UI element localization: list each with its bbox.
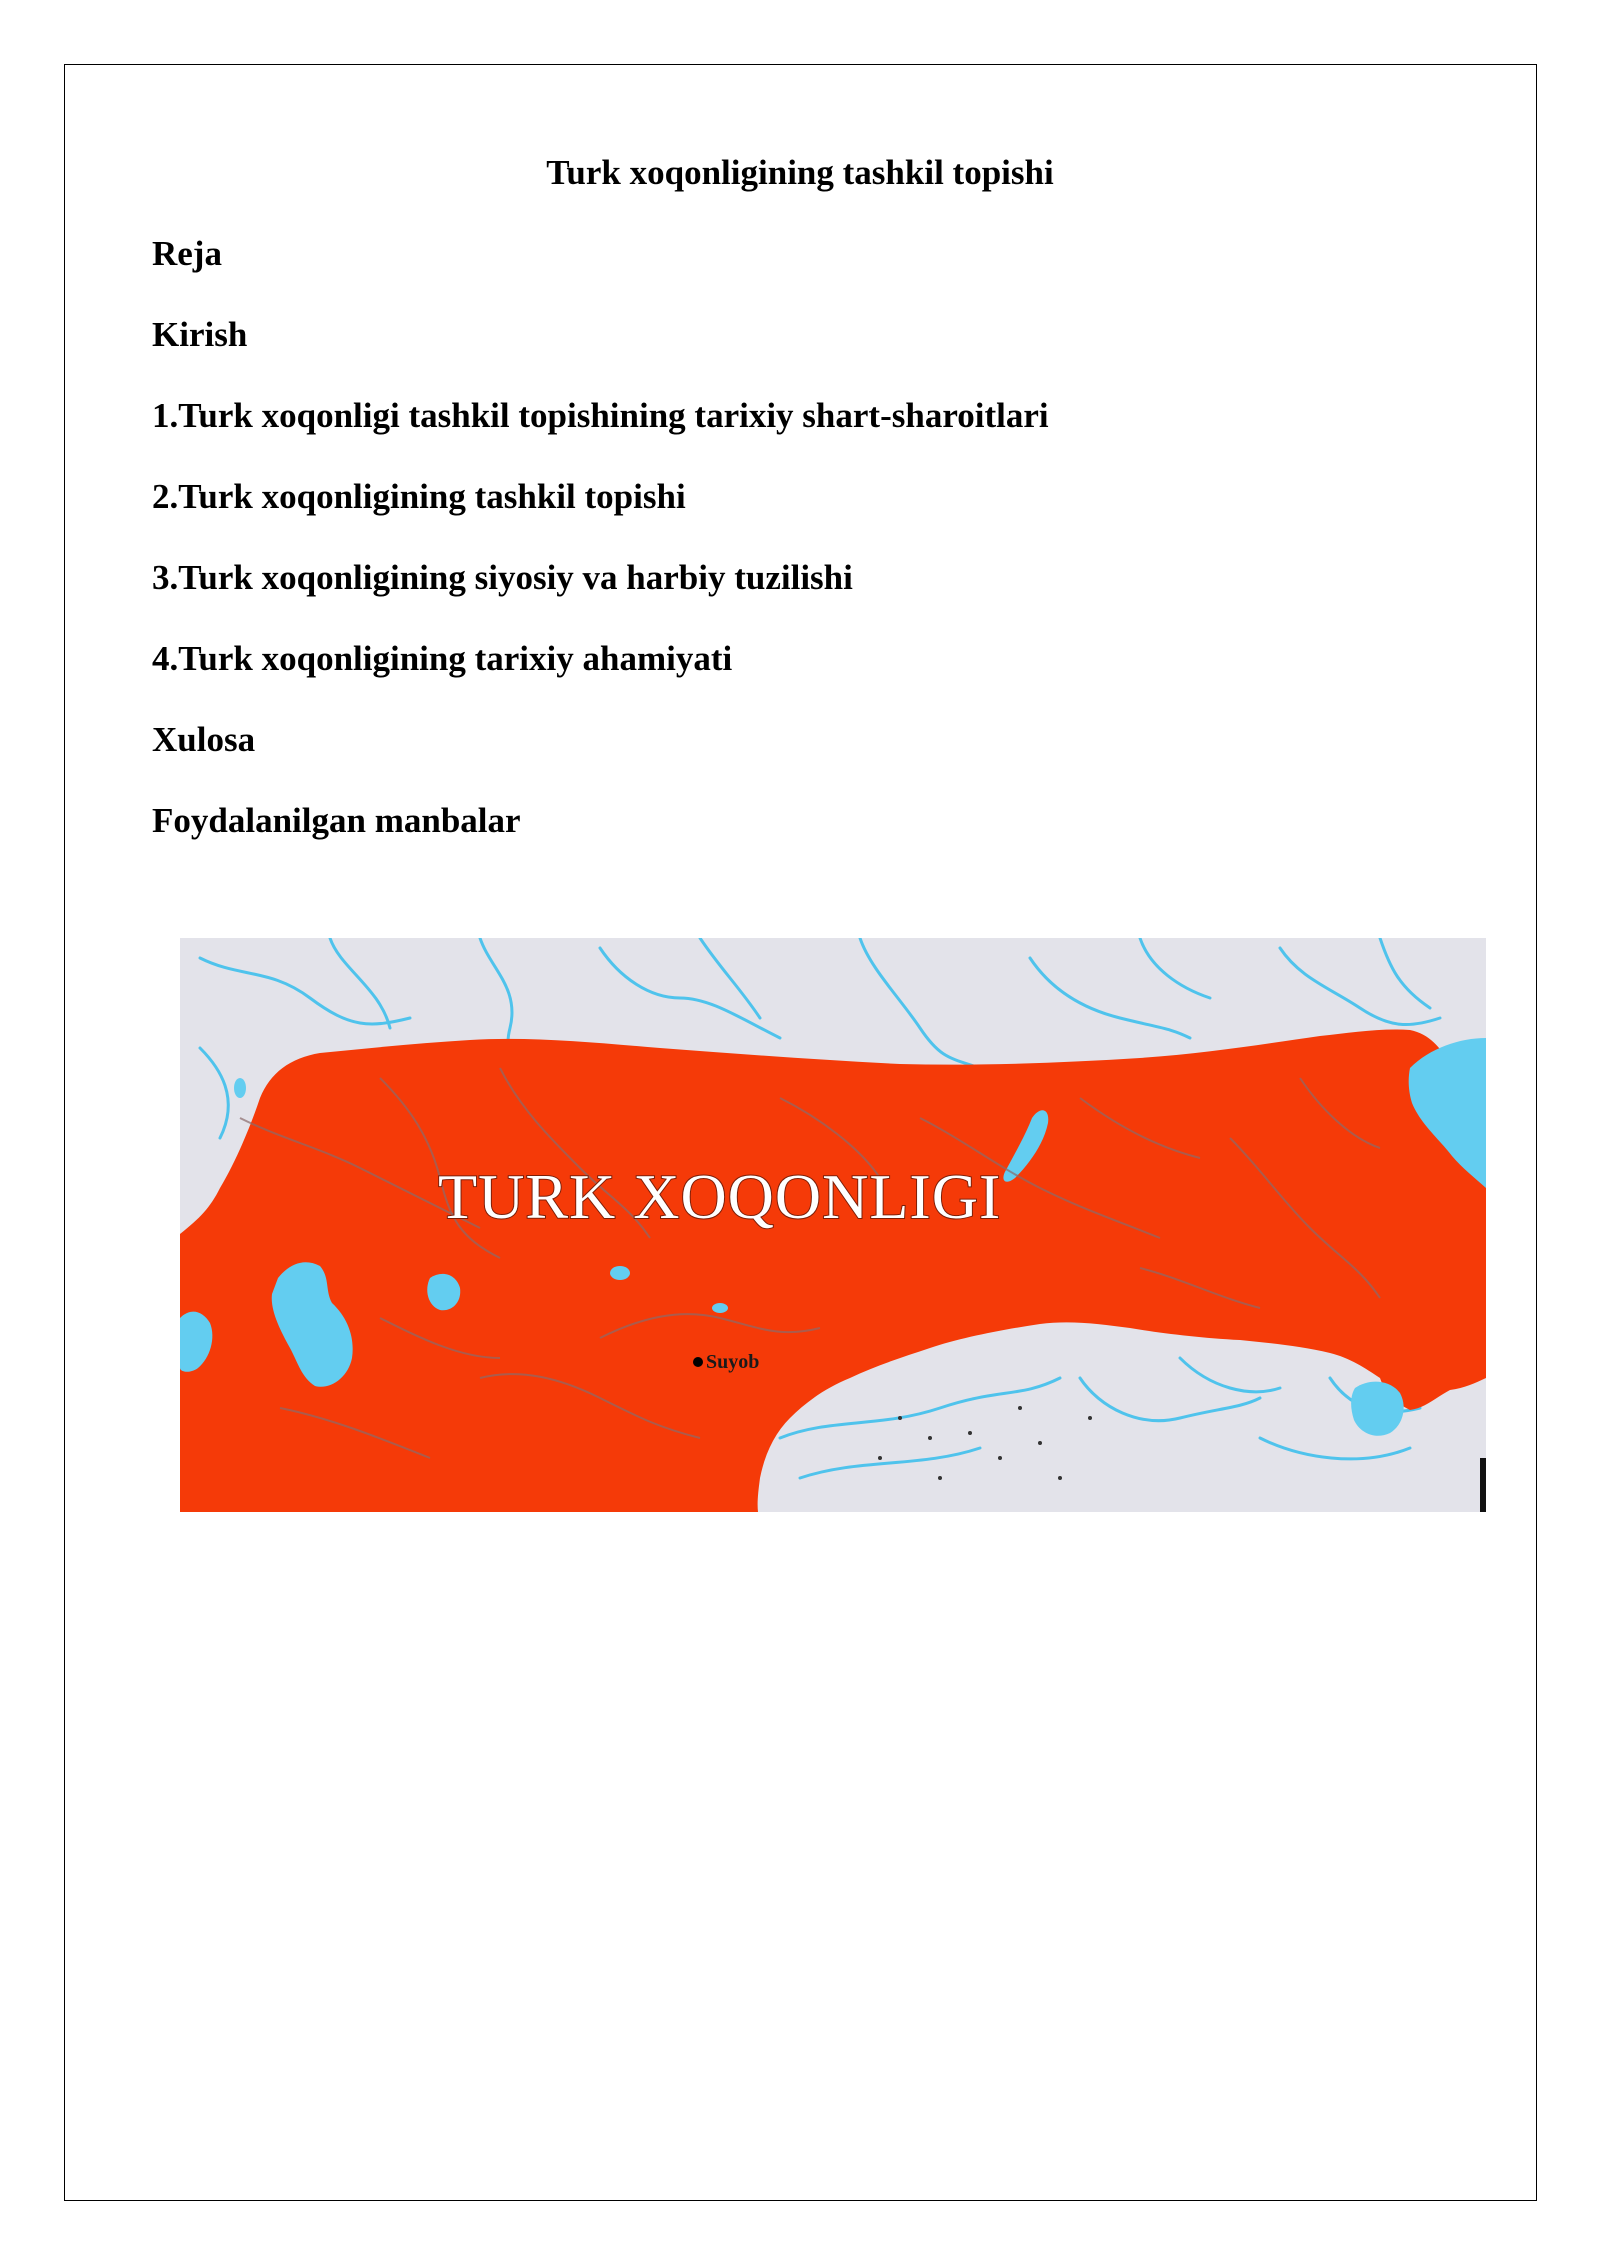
city-label: Suyob: [706, 1351, 760, 1373]
toc-item-2: 2.Turk xoqonligining tashkil topishi: [152, 477, 686, 516]
toc-item-xulosa: Xulosa: [152, 720, 256, 759]
toc-item-manbalar: Foydalanilgan manbalar: [152, 801, 521, 840]
turk-khaganate-map: [180, 938, 1486, 1512]
table-of-contents: [152, 229, 1049, 877]
toc-item-4: 4.Turk xoqonligining tarixiy ahamiyati: [152, 639, 733, 678]
toc-item-kirish: Kirish: [152, 315, 248, 354]
map-illustration: [180, 938, 1486, 1512]
toc-item-reja: Reja: [152, 234, 222, 273]
city-marker: [693, 1357, 703, 1367]
toc-item-1: 1.Turk xoqonligi tashkil topishining tarixiy shart-sharoitlari: [152, 396, 1049, 435]
document-title: Turk xoqonligining tashkil topishi: [546, 153, 1054, 192]
map-heading: TURK XOQONLIGI: [438, 1161, 1002, 1232]
map-edge: [1480, 1458, 1486, 1512]
toc-item-3: 3.Turk xoqonligining siyosiy va harbiy tuzilishi: [152, 558, 853, 597]
